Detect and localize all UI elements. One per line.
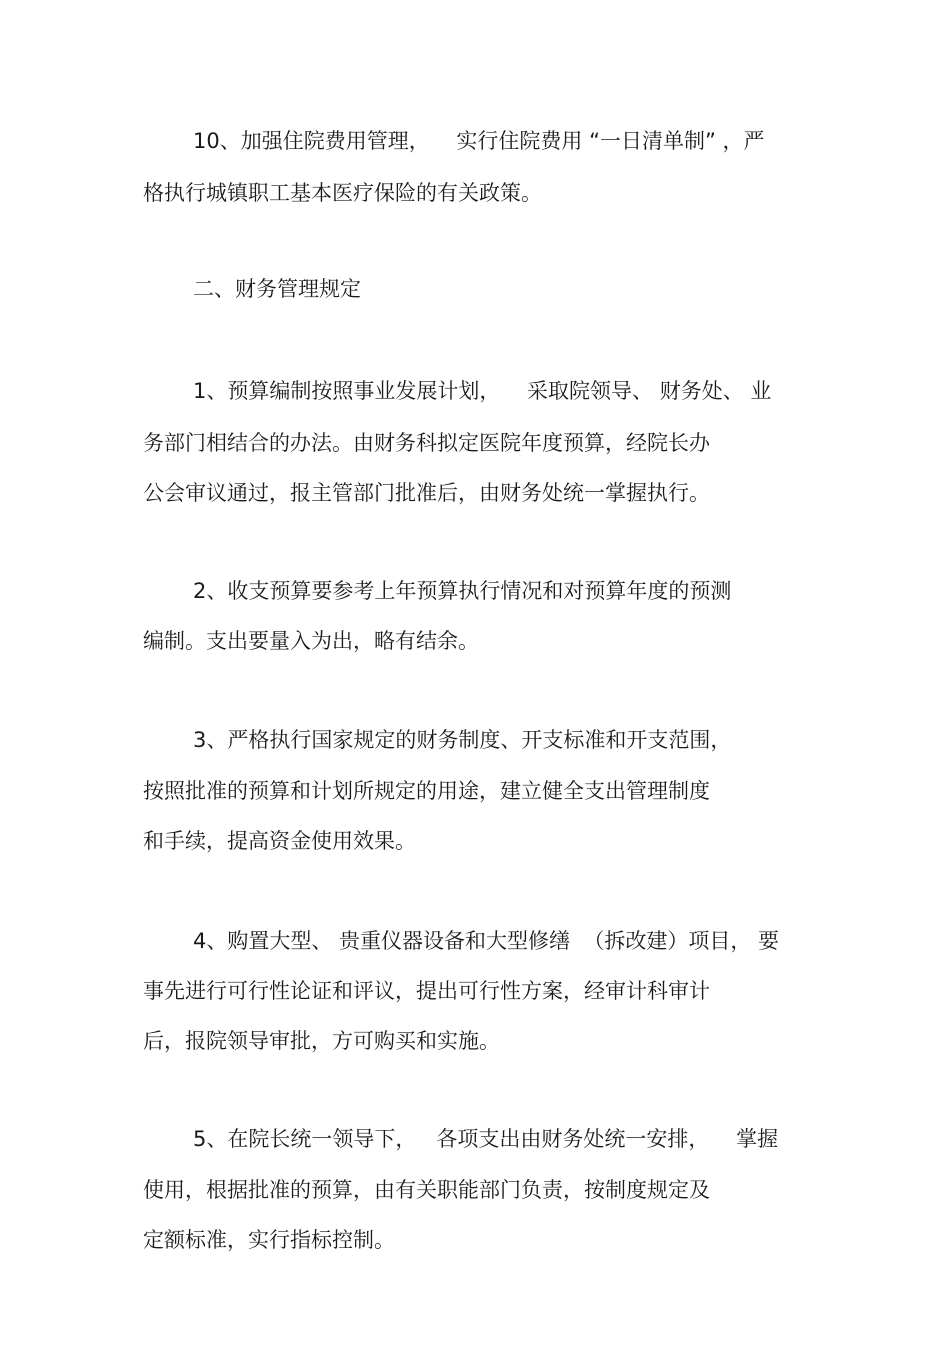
paragraph-2-line-2: 编制。支出要量入为出，略有结余。 (143, 629, 479, 653)
paragraph-5-line-3: 定额标准，实行指标控制。 (143, 1228, 395, 1252)
paragraph-2-line-1: 2、收支预算要参考上年预算执行情况和对预算年度的预测 (193, 579, 732, 603)
paragraph-4-line-2: 事先进行可行性论证和评议，提出可行性方案，经审计科审计 (143, 979, 710, 1003)
paragraph-10-line-1: 10、加强住院费用管理， 实行住院费用 “一日清单制” ，严 (193, 129, 765, 153)
paragraph-3-line-1: 3、严格执行国家规定的财务制度、开支标准和开支范围， (193, 728, 732, 752)
section-heading-finance: 二、财务管理规定 (193, 277, 361, 301)
paragraph-1-line-1: 1、预算编制按照事业发展计划， 采取院领导、 财务处、 业 (193, 379, 772, 403)
paragraph-4-line-1: 4、购置大型、 贵重仪器设备和大型修缮 （拆改建）项目， 要 (193, 929, 780, 953)
paragraph-3-line-3: 和手续，提高资金使用效果。 (143, 829, 416, 853)
paragraph-1-line-3: 公会审议通过，报主管部门批准后，由财务处统一掌握执行。 (143, 481, 710, 505)
paragraph-1-line-2: 务部门相结合的办法。由财务科拟定医院年度预算，经院长办 (143, 431, 710, 455)
paragraph-5-line-2: 使用，根据批准的预算，由有关职能部门负责，按制度规定及 (143, 1178, 710, 1202)
paragraph-10-line-2: 格执行城镇职工基本医疗保险的有关政策。 (143, 181, 542, 205)
paragraph-3-line-2: 按照批准的预算和计划所规定的用途，建立健全支出管理制度 (143, 779, 710, 803)
paragraph-5-line-1: 5、在院长统一领导下， 各项支出由财务处统一安排， 掌握 (193, 1127, 779, 1151)
paragraph-4-line-3: 后，报院领导审批，方可购买和实施。 (143, 1029, 500, 1053)
